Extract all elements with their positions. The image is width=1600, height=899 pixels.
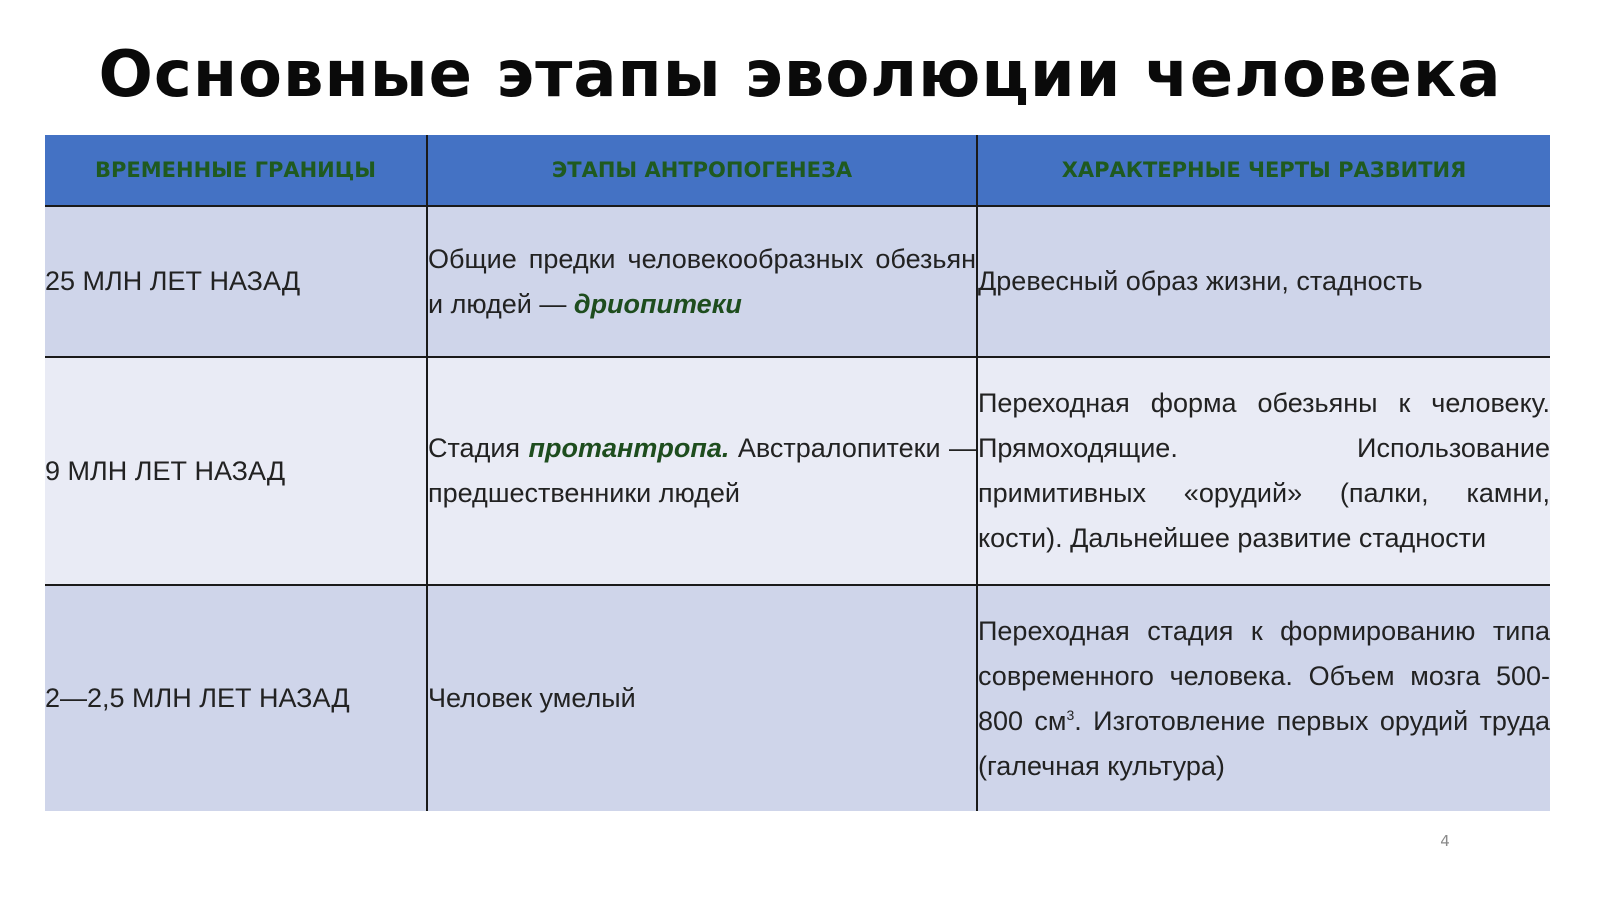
cell-time: 9 МЛН ЛЕТ НАЗАД [45, 357, 427, 585]
cell-stage [427, 357, 977, 585]
traits-after: . Изготовление первых орудий труда (галечная культура) [978, 705, 1550, 781]
header-development-traits: ХАРАКТЕРНЫЕ ЧЕРТЫ РАЗВИТИЯ [977, 135, 1550, 206]
cubic-superscript: 3 [1066, 706, 1075, 723]
stage-text: Стадия [428, 433, 521, 463]
stage-highlight: протантропа. [528, 433, 730, 463]
cell-traits: Древесный образ жизни, стадность [977, 206, 1550, 357]
traits-text: Переходная стадия к формированию типа современного человека. Объем мозга 500-800 см [978, 615, 1550, 736]
page-number: 4 [1440, 832, 1450, 850]
table-row [45, 357, 1550, 585]
cell-time: 25 МЛН ЛЕТ НАЗАД [45, 206, 427, 357]
cell-traits: Переходная форма обезьяны к человеку. Прямоходящие. Использование примитивных «орудий» (палки, камни, кости). Дальнейшее развитие стадности [977, 357, 1550, 585]
evolution-table [45, 135, 1550, 811]
cell-stage [427, 206, 977, 357]
table-row [45, 585, 1550, 811]
header-time-bounds: ВРЕМЕННЫЕ ГРАНИЦЫ [45, 135, 427, 206]
slide-title: Основные этапы эволюции человека [98, 38, 1502, 112]
table-row [45, 206, 1550, 357]
stage-text: Общие предки человекообразных обезьян и людей — [428, 243, 976, 319]
stage-highlight: дриопитеки [573, 288, 742, 319]
table-header-row [45, 135, 1550, 206]
header-anthropogenesis-stages: ЭТАПЫ АНТРОПОГЕНЕЗА [427, 135, 977, 206]
cell-time: 2—2,5 МЛН ЛЕТ НАЗАД [45, 585, 427, 811]
cell-stage: Человек умелый [427, 585, 977, 811]
stage-after: Австралопитеки — предшественники людей [428, 433, 976, 508]
cell-traits [977, 585, 1550, 811]
